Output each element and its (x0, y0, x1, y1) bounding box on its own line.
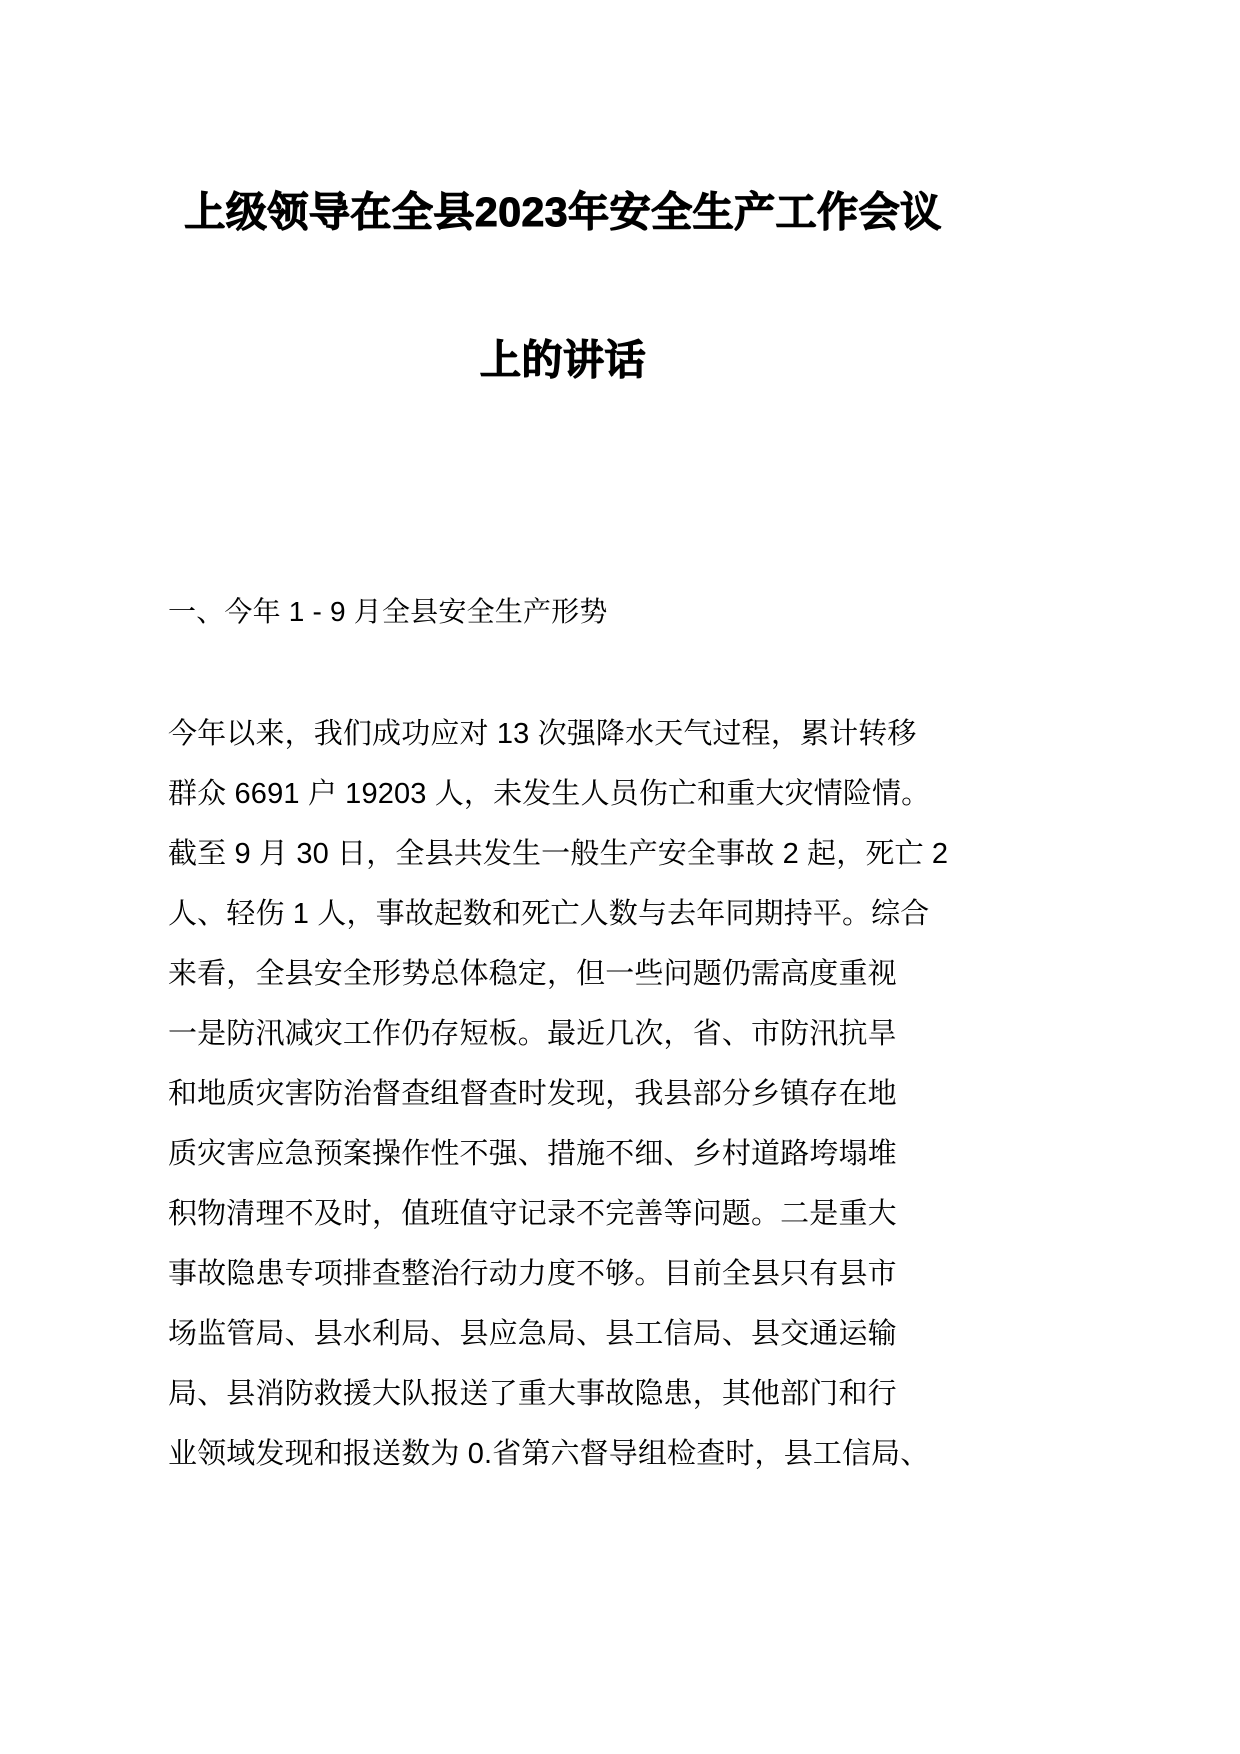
paragraph-line: 来看，全县安全形势总体稳定，但一些问题仍需高度重视 (168, 958, 897, 990)
document-content (168, 0, 958, 1484)
heading-body-spacer (168, 642, 958, 704)
paragraph-line: 和地质灾害防治督查组督查时发现，我县部分乡镇存在地 (168, 1078, 897, 1110)
section-heading-1: 一、今年 1 - 9 月全县安全生产形势 (168, 596, 608, 627)
paragraph-line: 局、县消防救援大队报送了重大事故隐患，其他部门和行 (168, 1378, 897, 1410)
paragraph-line: 一是防汛减灾工作仍存短板。最近几次，省、市防汛抗旱 (168, 1018, 897, 1050)
paragraph-line: 业领域发现和报送数为 0.省第六督导组检查时，县工信局、 (168, 1438, 930, 1470)
paragraph-line: 场监管局、县水利局、县应急局、县工信局、县交通运输 (168, 1318, 897, 1350)
paragraph-line: 今年以来，我们成功应对 13 次强降水天气过程，累计转移 (168, 718, 917, 750)
paragraph-line: 人、轻伤 1 人，事故起数和死亡人数与去年同期持平。综合 (168, 898, 930, 930)
paragraph-line: 群众 6691 户 19203 人，未发生人员伤亡和重大灾情险情。 (168, 778, 931, 810)
paragraph-line: 质灾害应急预案操作性不强、措施不细、乡村道路垮塌堆 (168, 1138, 897, 1170)
title-section-spacer (168, 434, 958, 582)
section-1-paragraph (168, 704, 958, 1484)
paragraph-line: 积物清理不及时，值班值守记录不完善等问题。二是重大 (168, 1198, 897, 1230)
paragraph-line: 截至 9 月 30 日，全县共发生一般生产安全事故 2 起，死亡 2 (168, 838, 949, 870)
paragraph-line: 事故隐患专项排查整治行动力度不够。目前全县只有县市 (168, 1258, 897, 1290)
document-title-line-1: 上级领导在全县2023年安全生产工作会议 (184, 189, 942, 235)
document-title-line-2: 上的讲话 (480, 337, 646, 383)
